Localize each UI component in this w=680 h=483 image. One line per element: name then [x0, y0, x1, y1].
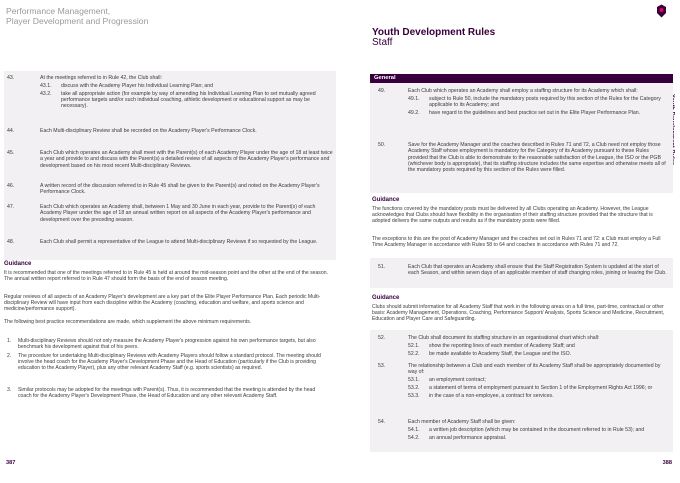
rule-54: 54. Each member of Academy Staff shall be given: 54.1. a written job description (which may be contained in the document referred to in Rule 53); and 54.2. an annual performance appraisal.	[378, 419, 645, 441]
rule-49: 49. Each Club which operates an Academy shall employ a staffing structure for its Academy which shall: 49.1. subject to Rule 50, include the mandatory posts required by this section of the Rules for the Category applicable to its Academy; and 49.2. have regard to the guidelines and best practice set out in the Elite Player Performance Plan.	[378, 88, 661, 116]
right-guidance1-p2: The exceptions to this are the post of Academy Manager and the coaches set out in Rules 71 and 72: a Club must employ a Full Time Academy Manager in accordance with Rules 58 to 64 and coaches in accordance with Rules 71 and 72.	[372, 236, 661, 249]
left-guidance-heading: Guidance	[4, 261, 32, 267]
rule-52: 52. The Club shall document its staffing structure in an organisational chart which shall: 52.1. show the reporting lines of each member of Academy Staff; and 52.2. be made available to Academy Staff, the League and the ISO.	[378, 335, 600, 357]
rule-51: 51. Each Club that operates an Academy shall ensure that the Staff Registration System is updated at the start of each Season, and within seven days of an applicable member of staff changing roles, joining or leaving the Club.	[378, 264, 667, 277]
rule-50: 50. Save for the Academy Manager and the coaches described in Rules 71 and 72, a Club need not employ those Academy Staff whose employment is mandatory for the Category of its Academy pursuant to these Rules provided that the Club is able to demonstrate to the reasonable satisfaction of the League, the ISO or the PGB (whichever body is appropriate), that its staffing structure includes the same expertise and otherwise meets all of the mandatory posts required by this section of the Rules were filled.	[378, 142, 666, 174]
right-guidance-heading-1: Guidance	[372, 197, 400, 203]
rule-53: 53. The relationship between a Club and each member of its Academy Staff shall be appropriately documented by way of: 53.1. an employment contract; 53.2. a statement of terms of employment pursuant to Section 1 of the Employment Rights Act 1996; or 53.3. in the case of a non-employee, a contract for services.	[378, 363, 661, 399]
right-guidance2-p1: Clubs should submit information for all Academy Staff that work in the following areas on a full time, part-time, contractual or other basis: Academy Management, Operations, Coaching, Performance Support/ Analysis, Sports Science and Medicine, Recruitment, Education and Player Care and Safeguarding.	[372, 304, 665, 323]
guidance-list-item: 1. Multi-disciplinary Reviews should not only measure the Academy Player's progression against his own performance targets, but also benchmark his development against that of his peers.	[7, 338, 316, 351]
right-subtitle: Staff	[372, 37, 393, 48]
right-guidance-heading-2: Guidance	[372, 295, 400, 301]
section-bar-general: General	[370, 74, 673, 83]
left-header	[6, 6, 148, 26]
left-page-number: 387	[6, 460, 16, 466]
rule-47: 47. Each Club which operates an Academy shall, between 1 May and 30 June in each year, provide to the Parent(s) of each Academy Player under the age of 18 an annual written report on all aspects of the Academy Player's performance and development over the preceding season.	[7, 204, 316, 223]
right-guidance1-p1: The functions covered by the mandatory posts must be delivered by all Clubs operating an Academy. However, the League acknowledges that Clubs should have flexibility in the organisation of their staffing structure provided that the structure that is adopted delivers the same outputs and results as if the mandatory posts were filled.	[372, 206, 653, 225]
left-guidance-p2: Regular reviews of all aspects of an Academy Player's development are a key part of the Elite Player Performance Plan. Each periodic Multi-disciplinary Review will have input from each discipline within the Academy (coaching, education and welfare, and sports science and medicine/performance support).	[4, 294, 321, 313]
rule-45: 45. Each Club which operates an Academy shall meet with the Parent(s) of each Academy Player under the age of 18 at least twice a year and provide to and discuss with the Parent(s) a detailed review of all aspects of the Academy Player's performance and development based on his most recent Multi-disciplinary Reviews.	[7, 150, 333, 169]
right-page	[340, 0, 680, 483]
right-page-number: 388	[662, 460, 672, 466]
rule-43: 43. At the meetings referred to in Rule 42, the Club shall: 43.1. discuss with the Academy Player his Individual Learning Plan; and 43.2. take all appropriate action (for example by way of amending his Individual Learning Plan to set mutually agreed performance targets and/or such individual coaching, athletic development or educational support as may be necessary).	[7, 75, 316, 110]
left-header-line2: Player Development and Progression	[6, 16, 149, 26]
guidance-list-item: 2. The procedure for undertaking Multi-disciplinary Reviews with Academy Players should follow a standard protocol. The meeting should involve the head coach for the Academy Player's Development Phase and the Head of Education (particularly if the Club is providing education to the Academy Player), plus any other relevant Academy Staff (e.g. sports scientists) as required.	[7, 353, 321, 372]
league-lion-logo-icon	[655, 4, 668, 18]
guidance-list-item: 3. Similar protocols may be adopted for the meetings with Parent(s). Thus, it is recommended that the meeting is attended by the head coach for the Academy Player's Development Phase, the Head of Education and any other relevant Academy Staff.	[7, 387, 316, 400]
rule-44: 44. Each Multi-disciplinary Review shall be recorded on the Academy Player's Performance Clock.	[7, 128, 257, 134]
left-guidance-p1: It is recommended that one of the meetings referred to in Rule 45 is held at around the mid-season point and the other at the end of the season. The annual written report referred to in Rule 47 should form the basis of the end of season meeting.	[4, 270, 328, 283]
left-header-line1: Performance Management,	[6, 6, 111, 16]
right-title: Youth Development Rules	[372, 27, 496, 38]
rule-48: 48. Each Club shall permit a representative of the League to attend Multi-disciplinary Reviews if so requested by the League.	[7, 239, 318, 245]
left-guidance-p3: The following best practice recommendations are made, which supplement the above minimum requirements.	[4, 319, 252, 325]
rule-46: 46. A written record of the discussion referred to in Rule 45 shall be given to the Parent(s) and noted on the Academy Player's Performance Clock.	[7, 183, 320, 196]
